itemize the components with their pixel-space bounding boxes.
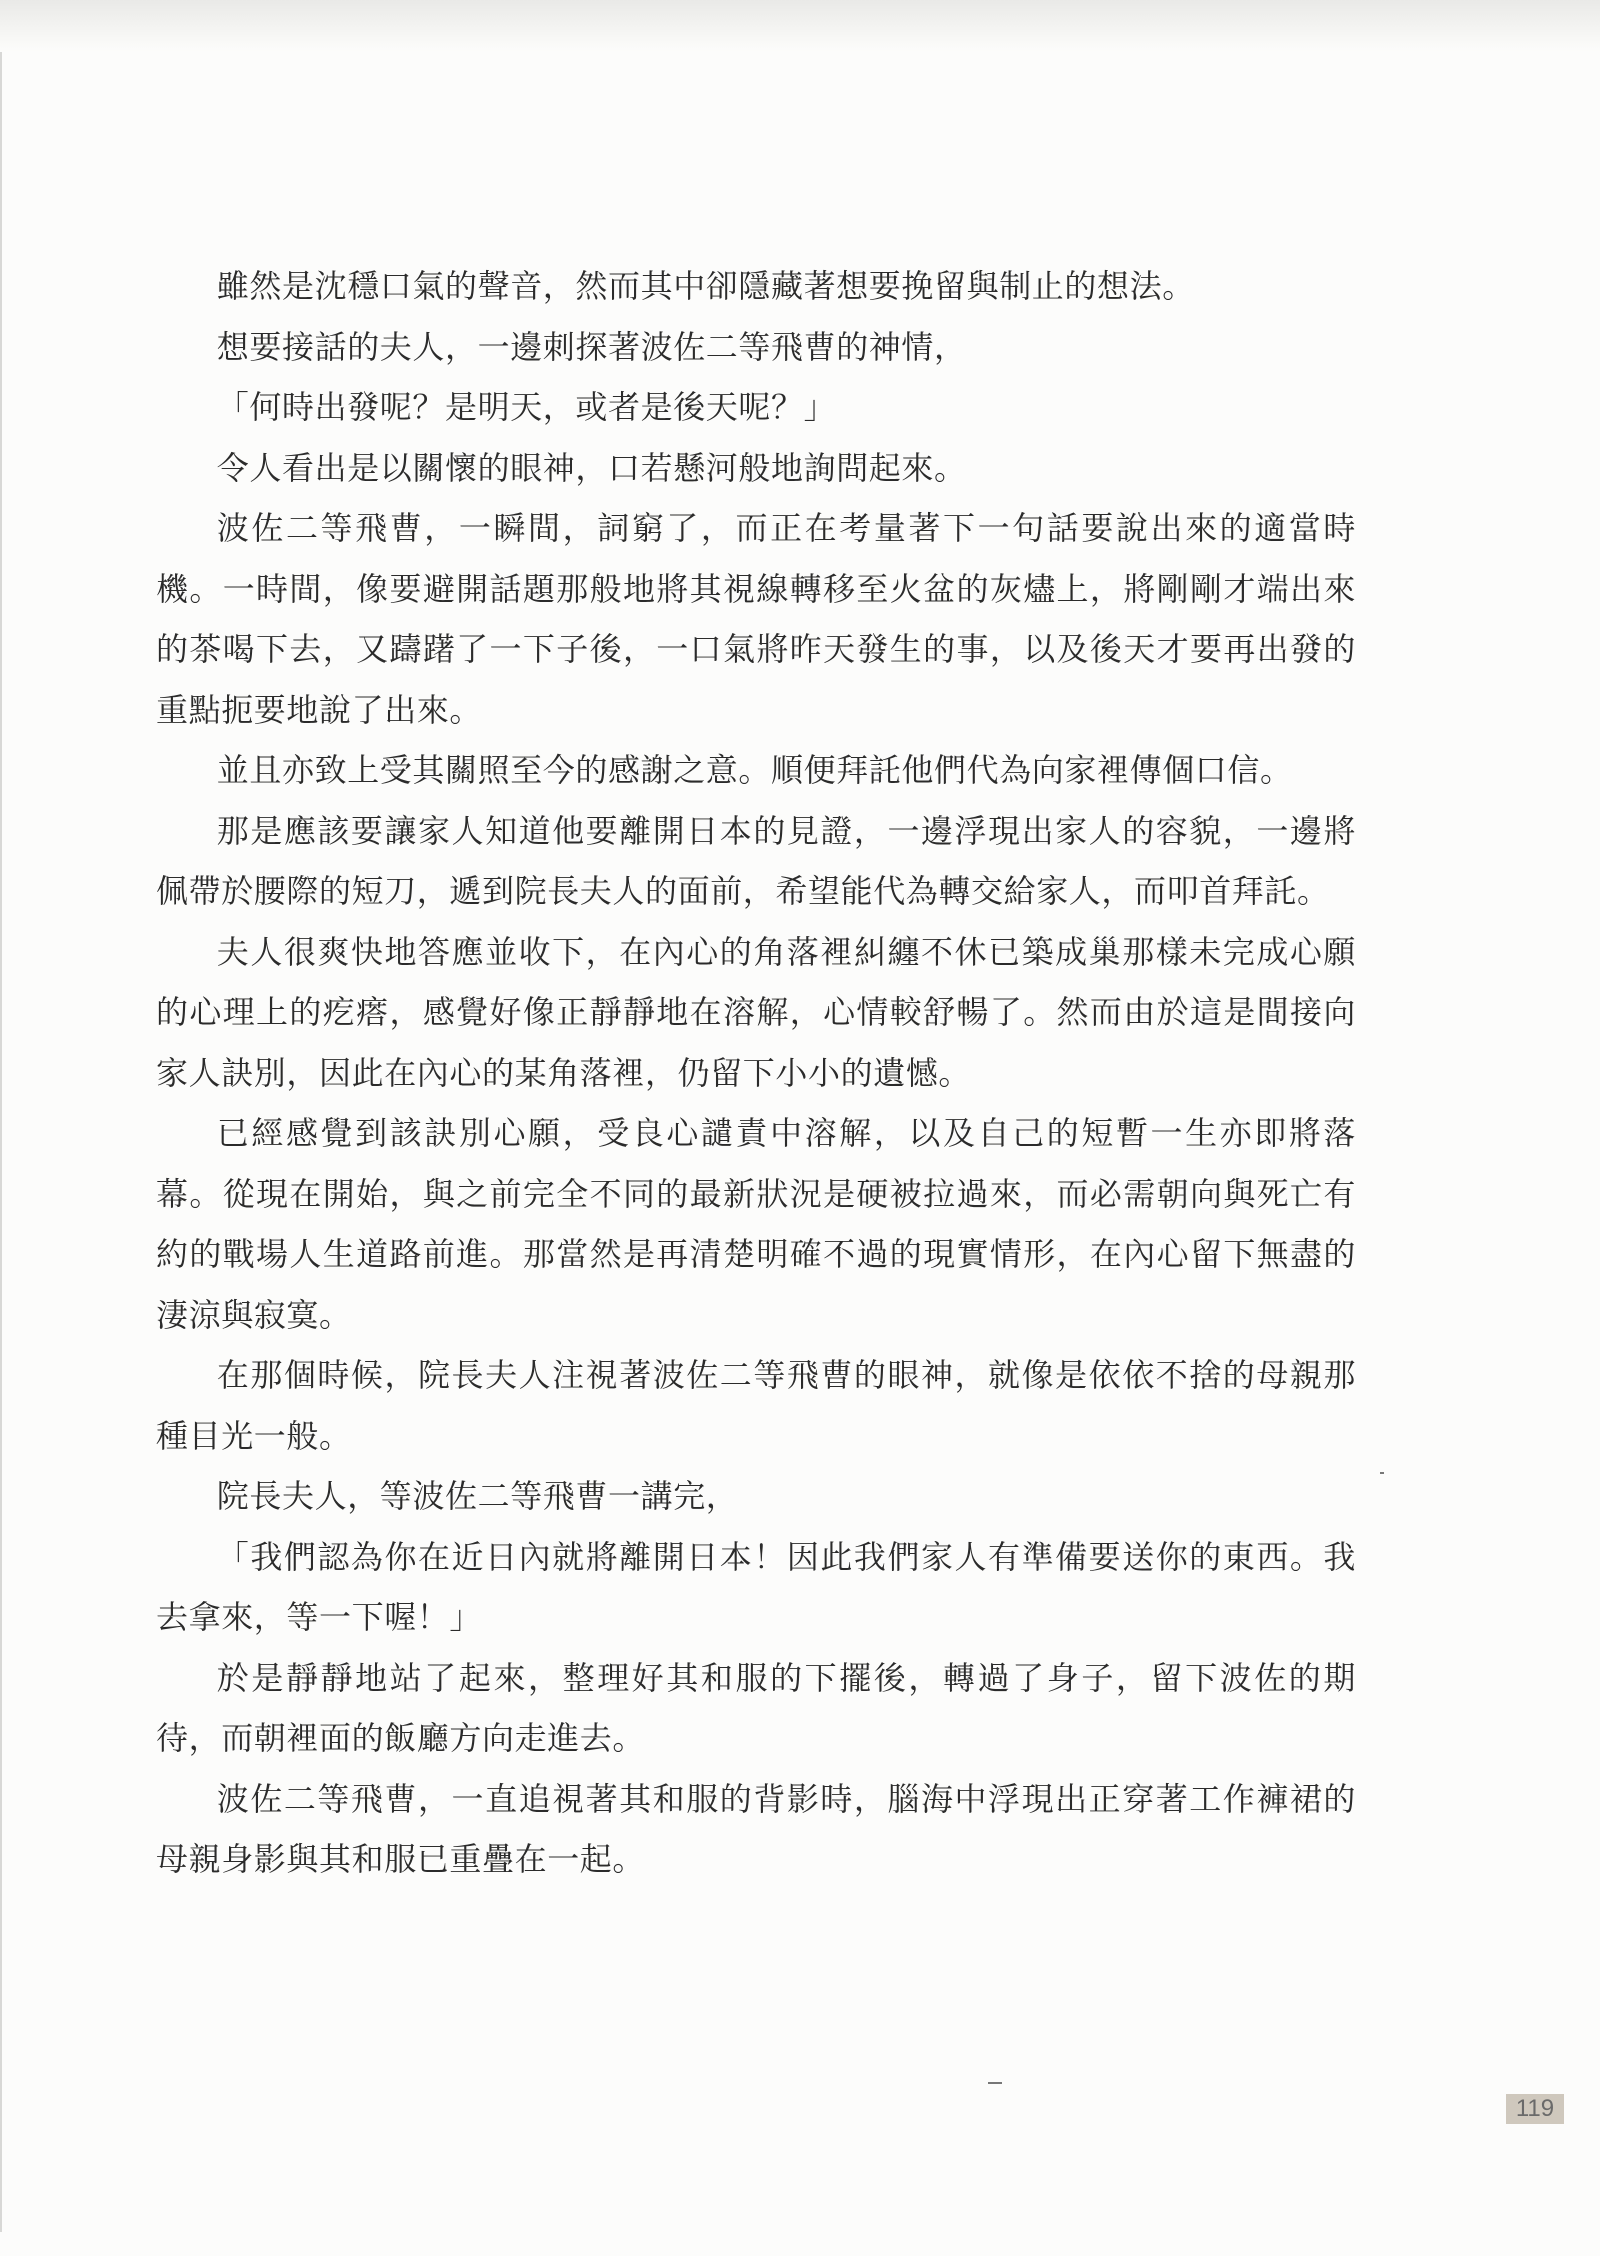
scan-top-shadow [0, 0, 1600, 52]
page-left-edge [0, 52, 2, 2232]
paragraph: 院長夫人，等波佐二等飛曹一講完， [216, 1477, 739, 1515]
scan-speck [1380, 1472, 1384, 1474]
scan-speck [988, 2082, 1002, 2084]
body-text [156, 256, 1356, 1890]
paragraph: 夫人很爽快地答應並收下，在內心的角落裡糾纏不休已築成巢那樣未完成心願的心理上的疙瘩，感覺好像正靜靜地在溶解，心情較舒暢了。然而由於這是間接向家人訣別，因此在內心的某角落裡，仍留下小小的遺憾。 [156, 932, 1356, 1092]
paragraph: 想要接話的夫人，一邊刺探著波佐二等飛曹的神情， [216, 327, 967, 366]
paragraph: 那是應該要讓家人知道他要離開日本的見證，一邊浮現出家人的容貌，一邊將佩帶於腰際的短刀，遞到院長夫人的面前，希望能代為轉交給家人，而叩首拜託。 [156, 811, 1356, 910]
paragraph: 於是靜靜地站了起來，整理好其和服的下擺後，轉過了身子，留下波佐的期待，而朝裡面的飯廳方向走進去。 [156, 1658, 1356, 1757]
page-number: 119 [1506, 2094, 1564, 2124]
paragraph: 「何時出發呢？是明天，或者是後天呢？」 [216, 388, 837, 426]
paragraph: 已經感覺到該訣別心願，受良心譴責中溶解，以及自己的短暫一生亦即將落幕。從現在開始，與之前完全不同的最新狀況是硬被拉過來，而必需朝向與死亡有約的戰場人生道路前進。那當然是再清楚明確不過的現實情形，在內心留下無盡的淒涼與寂寞。 [156, 1114, 1356, 1334]
paragraph: 波佐二等飛曹，一直追視著其和服的背影時，腦海中浮現出正穿著工作褲裙的母親身影與其和服已重疊在一起。 [156, 1779, 1356, 1878]
paragraph: 在那個時候，院長夫人注視著波佐二等飛曹的眼神，就像是依依不捨的母親那種目光一般。 [156, 1356, 1356, 1455]
paragraph: 雖然是沈穩口氣的聲音，然而其中卻隱藏著想要挽留與制止的想法。 [216, 267, 1195, 305]
paragraph: 波佐二等飛曹，一瞬間，詞窮了，而正在考量著下一句話要說出來的適當時機。一時間，像要避開話題那般地將其視線轉移至火盆的灰燼上，將剛剛才端出來的茶喝下去，又躊躇了一下子後，一口氣將昨天發生的事，以及後天才要再出發的重點扼要地說了出來。 [156, 509, 1356, 729]
paragraph: 並且亦致上受其關照至今的感謝之意。順便拜託他們代為向家裡傳個口信。 [216, 751, 1293, 789]
paragraph: 「我們認為你在近日內就將離開日本！因此我們家人有準備要送你的東西。我去拿來，等一下喔！」 [156, 1537, 1356, 1636]
paragraph: 令人看出是以關懷的眼神，口若懸河般地詢問起來。 [216, 448, 967, 487]
